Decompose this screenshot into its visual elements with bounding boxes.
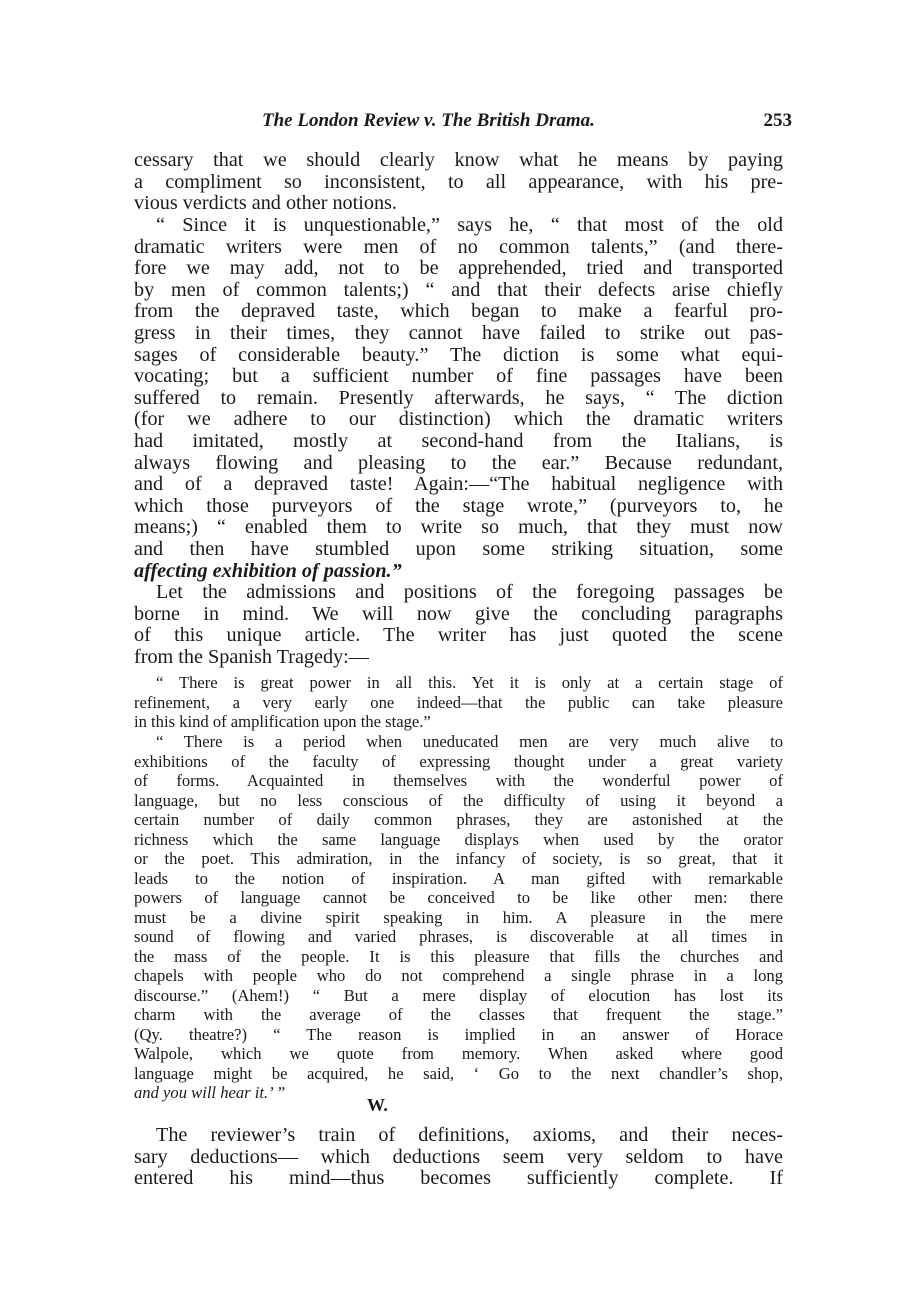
- paragraph-3: [134, 582, 783, 668]
- quote-line: sound of flowing and varied phrases, is discoverable at all times in: [134, 927, 783, 946]
- text-line: Let the admissions and positions of the foregoing passages be: [156, 581, 783, 603]
- paragraph-2: [134, 215, 783, 582]
- text-line: cessary that we should clearly know what he means by paying: [134, 149, 783, 171]
- quote-line: language, but no less conscious of the difficulty of using it beyond a: [134, 790, 783, 810]
- signature: W.: [367, 1095, 388, 1115]
- text-line: fore we may add, not to be apprehended, tried and transported: [134, 257, 783, 280]
- page-number: 253: [763, 110, 792, 131]
- text-line: vocating; but a sufficient number of fine passages have been: [134, 365, 783, 388]
- text-line: gress in their times, they cannot have failed to strike out pas-: [134, 321, 783, 344]
- quote-line: richness which the same language displays when used by the orator: [134, 829, 783, 849]
- quote-line: language might be acquired, he said, ‘ Go to the next chandler’s shop,: [134, 1063, 783, 1083]
- text-line: borne in mind. We will now give the concluding paragraphs: [134, 602, 783, 625]
- text-line: of this unique article. The writer has just quoted the scene: [134, 624, 783, 647]
- running-head: [262, 106, 792, 134]
- text-line: means;) “ enabled them to write so much, that they must now: [134, 516, 783, 539]
- block-quote-2: [134, 732, 783, 1103]
- text-line: from the depraved taste, which began to make a fearful pro-: [134, 300, 783, 323]
- quote-line: refinement, a very early one indeed—that the public can take pleasure: [134, 692, 783, 712]
- quote-line: the mass of the people. It is this pleasure that fills the churches and: [134, 946, 783, 966]
- text-line: and then have stumbled upon some striking situation, some: [134, 537, 783, 560]
- text-line: sages of considerable beauty.” The diction is some what equi-: [134, 343, 783, 366]
- text-line: by men of common talents;) “ and that their defects arise chiefly: [134, 278, 783, 301]
- text-line: affecting exhibition of passion.”: [134, 559, 402, 582]
- quote-line: powers of language cannot be conceived to be like other men: there: [134, 888, 783, 907]
- text-line: dramatic writers were men of no common talents,” (and there-: [134, 235, 783, 258]
- quote-line: or the poet. This admiration, in the infancy of society, is so great, that it: [134, 849, 783, 868]
- quote-line: leads to the notion of inspiration. A man gifted with remarkable: [134, 868, 783, 888]
- running-head-title: The London Review v. The British Drama.: [262, 110, 595, 131]
- quote-line: “ There is a period when uneducated men are very much alive to: [156, 732, 783, 751]
- quote-line: charm with the average of the classes that frequent the stage.”: [134, 1005, 783, 1024]
- quote-line: exhibitions of the faculty of expressing thought under a great variety: [134, 751, 783, 771]
- text-line: always flowing and pleasing to the ear.” Because redundant,: [134, 451, 783, 474]
- text-line: suffered to remain. Presently afterwards, he says, “ The diction: [134, 386, 783, 409]
- quote-line: and you will hear it.’ ”: [134, 1083, 286, 1102]
- text-line: from the Spanish Tragedy:—: [134, 645, 369, 668]
- text-line: sary deductions— which deductions seem very seldom to have: [134, 1145, 783, 1168]
- text-line: (for we adhere to our distinction) which the dramatic writers: [134, 408, 783, 431]
- quote-line: of forms. Acquainted in themselves with the wonderful power of: [134, 771, 783, 790]
- text-line: entered his mind—thus becomes sufficiently complete. If: [134, 1167, 783, 1190]
- text-line: The reviewer’s train of definitions, axioms, and their neces-: [156, 1124, 783, 1146]
- quote-line: chapels with people who do not comprehend a single phrase in a long: [134, 966, 783, 985]
- text-line: vious verdicts and other notions.: [134, 192, 397, 215]
- block-quote-1: [134, 673, 783, 732]
- quote-line: certain number of daily common phrases, they are astonished at the: [134, 810, 783, 829]
- quote-line: in this kind of amplification upon the stage.”: [134, 712, 431, 731]
- quote-line: discourse.” (Ahem!) “ But a mere display of elocution has lost its: [134, 985, 783, 1005]
- quote-line: Walpole, which we quote from memory. When asked where good: [134, 1044, 783, 1063]
- paragraph-1: [134, 150, 783, 215]
- text-line: and of a depraved taste! Again:—“The habitual negligence with: [134, 473, 783, 496]
- text-line: had imitated, mostly at second-hand from the Italians, is: [134, 429, 783, 452]
- text-line: a compliment so inconsistent, to all appearance, with his pre-: [134, 170, 783, 193]
- text-line: “ Since it is unquestionable,” says he, “ that most of the old: [156, 214, 783, 236]
- quote-line: must be a divine spirit speaking in him. A pleasure in the mere: [134, 907, 783, 927]
- quote-line: “ There is great power in all this. Yet it is only at a certain stage of: [156, 673, 783, 692]
- text-line: which those purveyors of the stage wrote,” (purveyors to, he: [134, 494, 783, 517]
- closing-paragraph: [134, 1125, 783, 1190]
- quote-line: (Qy. theatre?) “ The reason is implied in an answer of Horace: [134, 1024, 783, 1044]
